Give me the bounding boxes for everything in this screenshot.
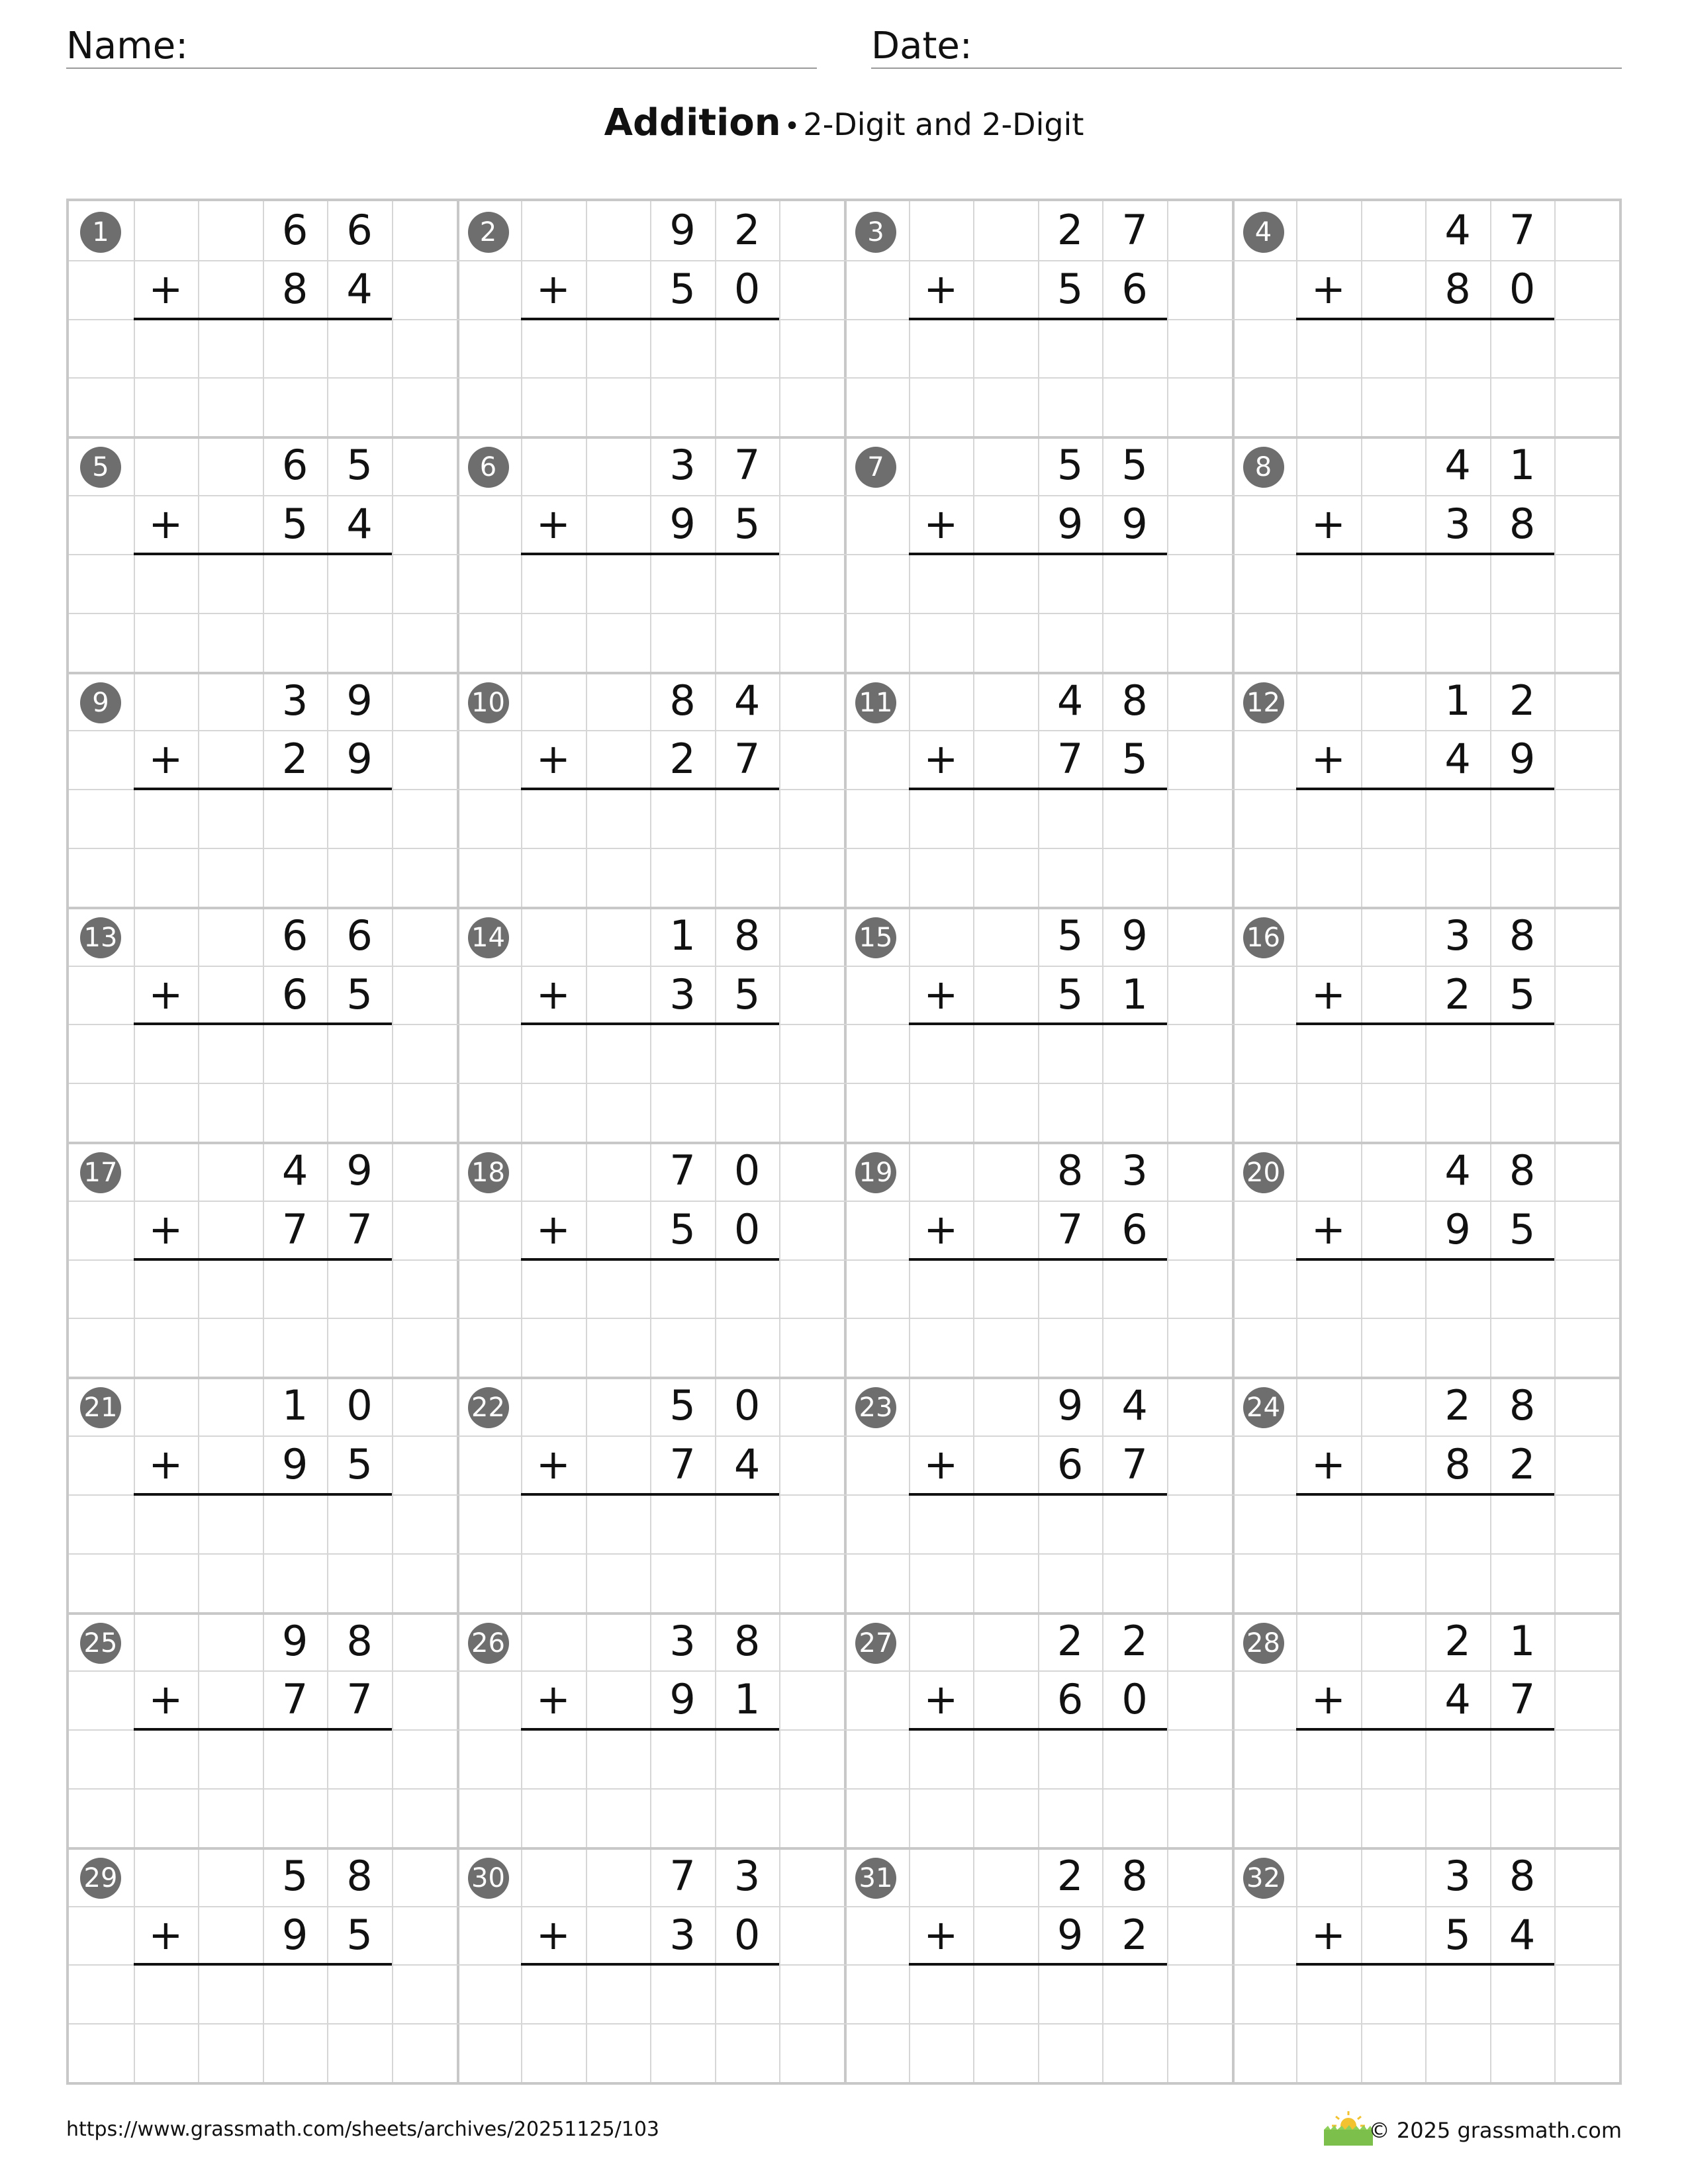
- addend-bottom-digit: 2: [669, 735, 696, 784]
- answer-line: [134, 1963, 392, 1966]
- addend-top-digit: 4: [1444, 441, 1471, 490]
- date-field[interactable]: [871, 20, 1622, 69]
- answer-line: [521, 553, 779, 555]
- problem-16: [1232, 907, 1621, 1142]
- addend-top-digit: 0: [733, 1381, 761, 1430]
- plus-sign: +: [923, 1205, 959, 1253]
- addend-bottom-digit: 2: [1509, 1440, 1536, 1489]
- problem-number-badge: 19: [855, 1152, 896, 1193]
- plus-sign: +: [1311, 500, 1346, 549]
- addend-bottom-digit: 0: [1509, 264, 1536, 313]
- problem-28: [1232, 1612, 1621, 1848]
- problem-13: [69, 907, 458, 1142]
- addend-top-digit: 2: [1444, 1381, 1471, 1430]
- addend-top-digit: 9: [669, 206, 696, 254]
- addend-top-digit: 2: [1056, 1851, 1084, 1900]
- problem-26: [457, 1612, 846, 1848]
- addend-top-digit: 2: [733, 206, 761, 254]
- addend-bottom-digit: 5: [669, 264, 696, 313]
- answer-line: [134, 1493, 392, 1496]
- addend-top-digit: 9: [281, 1616, 308, 1665]
- problem-19: [844, 1142, 1233, 1377]
- addend-bottom-digit: 9: [346, 735, 373, 784]
- plus-sign: +: [923, 500, 959, 549]
- answer-line: [1296, 318, 1554, 320]
- addend-bottom-digit: 5: [733, 500, 761, 549]
- problem-number-badge: 20: [1243, 1152, 1284, 1193]
- addend-top-digit: 0: [733, 1146, 761, 1195]
- plus-sign: +: [148, 264, 183, 313]
- plus-sign: +: [536, 264, 571, 313]
- problem-17: [69, 1142, 458, 1377]
- plus-sign: +: [148, 970, 183, 1019]
- addend-bottom-digit: 8: [281, 264, 308, 313]
- addend-top-digit: 3: [733, 1851, 761, 1900]
- answer-line: [1296, 1258, 1554, 1261]
- addend-top-digit: 3: [281, 676, 308, 725]
- problem-12: [1232, 672, 1621, 907]
- plus-sign: +: [1311, 1440, 1346, 1489]
- addend-top-digit: 1: [281, 1381, 308, 1430]
- addend-bottom-digit: 5: [1509, 1205, 1536, 1253]
- addend-top-digit: 2: [1056, 1616, 1084, 1665]
- plus-sign: +: [148, 500, 183, 549]
- answer-line: [1296, 1023, 1554, 1025]
- addend-bottom-digit: 7: [1056, 735, 1084, 784]
- plus-sign: +: [536, 500, 571, 549]
- problem-number-badge: 31: [855, 1858, 896, 1899]
- addend-top-digit: 5: [281, 1851, 308, 1900]
- problem-number-badge: 18: [468, 1152, 509, 1193]
- plus-sign: +: [536, 1910, 571, 1959]
- addend-top-digit: 4: [281, 1146, 308, 1195]
- addend-bottom-digit: 7: [1121, 1440, 1148, 1489]
- date-label: Date:: [871, 24, 972, 68]
- answer-line: [134, 1728, 392, 1731]
- addend-bottom-digit: 9: [1509, 735, 1536, 784]
- addend-bottom-digit: 4: [1444, 735, 1471, 784]
- problem-number-badge: 22: [468, 1387, 509, 1428]
- plus-sign: +: [536, 1675, 571, 1724]
- addend-top-digit: 6: [346, 911, 373, 960]
- problem-number-badge: 15: [855, 917, 896, 958]
- addend-top-digit: 2: [1444, 1616, 1471, 1665]
- problem-number-badge: 11: [855, 682, 896, 723]
- addend-bottom-digit: 5: [733, 970, 761, 1019]
- addend-top-digit: 5: [1056, 911, 1084, 960]
- addend-bottom-digit: 9: [1056, 500, 1084, 549]
- addend-bottom-digit: 2: [1121, 1910, 1148, 1959]
- addend-bottom-digit: 7: [346, 1205, 373, 1253]
- problem-4: [1232, 201, 1621, 437]
- problem-number-badge: 7: [855, 447, 896, 488]
- answer-line: [909, 1023, 1167, 1025]
- plus-sign: +: [923, 970, 959, 1019]
- answer-line: [521, 1258, 779, 1261]
- addend-top-digit: 8: [1121, 676, 1148, 725]
- addend-bottom-digit: 7: [733, 735, 761, 784]
- answer-line: [521, 1023, 779, 1025]
- plus-sign: +: [1311, 1675, 1346, 1724]
- problem-24: [1232, 1377, 1621, 1612]
- problem-number-badge: 13: [80, 917, 121, 958]
- addend-top-digit: 0: [346, 1381, 373, 1430]
- addend-top-digit: 7: [1121, 206, 1148, 254]
- problem-number-badge: 12: [1243, 682, 1284, 723]
- problem-grid: [66, 199, 1622, 2085]
- addend-top-digit: 8: [733, 911, 761, 960]
- plus-sign: +: [923, 1910, 959, 1959]
- plus-sign: +: [1311, 264, 1346, 313]
- problem-number-badge: 24: [1243, 1387, 1284, 1428]
- addend-bottom-digit: 6: [1056, 1440, 1084, 1489]
- problem-11: [844, 672, 1233, 907]
- answer-line: [909, 1728, 1167, 1731]
- addend-top-digit: 8: [1121, 1851, 1148, 1900]
- problem-number-badge: 28: [1243, 1623, 1284, 1664]
- answer-line: [134, 1023, 392, 1025]
- problem-10: [457, 672, 846, 907]
- addend-top-digit: 5: [346, 441, 373, 490]
- addend-bottom-digit: 4: [1509, 1910, 1536, 1959]
- plus-sign: +: [923, 1675, 959, 1724]
- addend-bottom-digit: 6: [1121, 264, 1148, 313]
- addend-top-digit: 3: [1444, 1851, 1471, 1900]
- problem-number-badge: 10: [468, 682, 509, 723]
- addend-top-digit: 3: [669, 1616, 696, 1665]
- plus-sign: +: [148, 1675, 183, 1724]
- problem-number-badge: 27: [855, 1623, 896, 1664]
- problem-6: [457, 436, 846, 672]
- addend-bottom-digit: 4: [346, 500, 373, 549]
- addend-top-digit: 7: [1509, 206, 1536, 254]
- answer-line: [521, 788, 779, 790]
- addend-bottom-digit: 4: [733, 1440, 761, 1489]
- problem-23: [844, 1377, 1233, 1612]
- addend-bottom-digit: 5: [281, 500, 308, 549]
- problem-number-badge: 26: [468, 1623, 509, 1664]
- addend-bottom-digit: 7: [281, 1205, 308, 1253]
- plus-sign: +: [1311, 735, 1346, 784]
- addend-bottom-digit: 0: [733, 264, 761, 313]
- addend-bottom-digit: 5: [346, 1910, 373, 1959]
- addend-bottom-digit: 9: [281, 1910, 308, 1959]
- problem-21: [69, 1377, 458, 1612]
- plus-sign: +: [1311, 1910, 1346, 1959]
- problem-5: [69, 436, 458, 672]
- addend-bottom-digit: 4: [1444, 1675, 1471, 1724]
- problem-8: [1232, 436, 1621, 672]
- plus-sign: +: [536, 735, 571, 784]
- addend-top-digit: 1: [1444, 676, 1471, 725]
- addend-bottom-digit: 9: [1444, 1205, 1471, 1253]
- addend-top-digit: 7: [733, 441, 761, 490]
- addend-bottom-digit: 9: [1121, 500, 1148, 549]
- answer-line: [134, 553, 392, 555]
- problem-number-badge: 1: [80, 212, 121, 253]
- addend-top-digit: 9: [1056, 1381, 1084, 1430]
- addend-bottom-digit: 9: [281, 1440, 308, 1489]
- addend-bottom-digit: 5: [346, 1440, 373, 1489]
- plus-sign: +: [923, 735, 959, 784]
- answer-line: [134, 318, 392, 320]
- addend-top-digit: 8: [1056, 1146, 1084, 1195]
- problem-15: [844, 907, 1233, 1142]
- addend-top-digit: 8: [669, 676, 696, 725]
- addend-top-digit: 6: [346, 206, 373, 254]
- addend-top-digit: 1: [669, 911, 696, 960]
- plus-sign: +: [148, 1910, 183, 1959]
- addend-bottom-digit: 8: [1444, 264, 1471, 313]
- problem-30: [457, 1847, 846, 2083]
- plus-sign: +: [148, 1205, 183, 1253]
- addend-bottom-digit: 5: [669, 1205, 696, 1253]
- addend-bottom-digit: 3: [1444, 500, 1471, 549]
- problem-number-badge: 8: [1243, 447, 1284, 488]
- addend-top-digit: 4: [1444, 206, 1471, 254]
- plus-sign: +: [536, 1440, 571, 1489]
- addend-bottom-digit: 5: [346, 970, 373, 1019]
- addend-bottom-digit: 0: [1121, 1675, 1148, 1724]
- addend-top-digit: 7: [669, 1146, 696, 1195]
- addend-bottom-digit: 6: [281, 970, 308, 1019]
- addend-top-digit: 9: [346, 676, 373, 725]
- problem-25: [69, 1612, 458, 1848]
- addend-top-digit: 6: [281, 911, 308, 960]
- answer-line: [521, 1963, 779, 1966]
- title-subtitle: 2-Digit and 2-Digit: [803, 107, 1084, 142]
- problem-20: [1232, 1142, 1621, 1377]
- answer-line: [1296, 553, 1554, 555]
- answer-line: [909, 788, 1167, 790]
- answer-line: [1296, 1728, 1554, 1731]
- problem-18: [457, 1142, 846, 1377]
- addend-bottom-digit: 9: [669, 1675, 696, 1724]
- addend-bottom-digit: 4: [346, 264, 373, 313]
- addend-bottom-digit: 3: [669, 970, 696, 1019]
- addend-bottom-digit: 7: [1056, 1205, 1084, 1253]
- addend-top-digit: 8: [1509, 911, 1536, 960]
- addend-bottom-digit: 9: [669, 500, 696, 549]
- footer-url: https://www.grassmath.com/sheets/archives/20251125/103: [66, 2118, 660, 2141]
- addend-top-digit: 8: [346, 1851, 373, 1900]
- problem-9: [69, 672, 458, 907]
- title-main: Addition: [604, 101, 781, 144]
- addend-bottom-digit: 7: [669, 1440, 696, 1489]
- addend-bottom-digit: 3: [669, 1910, 696, 1959]
- problem-number-badge: 21: [80, 1387, 121, 1428]
- problem-22: [457, 1377, 846, 1612]
- answer-line: [1296, 1963, 1554, 1966]
- addend-top-digit: 3: [669, 441, 696, 490]
- problem-number-badge: 16: [1243, 917, 1284, 958]
- addend-top-digit: 6: [281, 441, 308, 490]
- addend-bottom-digit: 2: [281, 735, 308, 784]
- addend-bottom-digit: 5: [1444, 1910, 1471, 1959]
- addend-bottom-digit: 6: [1056, 1675, 1084, 1724]
- problem-number-badge: 14: [468, 917, 509, 958]
- addend-bottom-digit: 5: [1056, 970, 1084, 1019]
- answer-line: [909, 1963, 1167, 1966]
- addend-bottom-digit: 5: [1121, 735, 1148, 784]
- answer-line: [1296, 788, 1554, 790]
- problem-number-badge: 32: [1243, 1858, 1284, 1899]
- answer-line: [521, 1493, 779, 1496]
- addend-bottom-digit: 1: [733, 1675, 761, 1724]
- problem-7: [844, 436, 1233, 672]
- addend-top-digit: 8: [1509, 1146, 1536, 1195]
- plus-sign: +: [1311, 970, 1346, 1019]
- problem-3: [844, 201, 1233, 437]
- addend-top-digit: 3: [1444, 911, 1471, 960]
- addend-bottom-digit: 6: [1121, 1205, 1148, 1253]
- problem-2: [457, 201, 846, 437]
- addend-top-digit: 8: [1509, 1851, 1536, 1900]
- addend-bottom-digit: 0: [733, 1910, 761, 1959]
- footer-copyright: © 2025 grassmath.com: [1368, 2118, 1622, 2143]
- addend-bottom-digit: 5: [1509, 970, 1536, 1019]
- addend-top-digit: 5: [1056, 441, 1084, 490]
- problem-29: [69, 1847, 458, 2083]
- addend-bottom-digit: 0: [733, 1205, 761, 1253]
- problem-number-badge: 9: [80, 682, 121, 723]
- problem-31: [844, 1847, 1233, 2083]
- plus-sign: +: [923, 1440, 959, 1489]
- answer-line: [909, 1493, 1167, 1496]
- addend-top-digit: 5: [1121, 441, 1148, 490]
- answer-line: [909, 553, 1167, 555]
- addend-top-digit: 8: [346, 1616, 373, 1665]
- plus-sign: +: [148, 735, 183, 784]
- answer-line: [521, 318, 779, 320]
- addend-top-digit: 4: [1444, 1146, 1471, 1195]
- addend-bottom-digit: 8: [1444, 1440, 1471, 1489]
- addend-top-digit: 9: [1121, 911, 1148, 960]
- addend-bottom-digit: 1: [1121, 970, 1148, 1019]
- addend-top-digit: 4: [1056, 676, 1084, 725]
- plus-sign: +: [1311, 1205, 1346, 1253]
- answer-line: [1296, 1493, 1554, 1496]
- answer-line: [134, 1258, 392, 1261]
- addend-bottom-digit: 5: [1056, 264, 1084, 313]
- addend-top-digit: 2: [1121, 1616, 1148, 1665]
- addend-top-digit: 4: [1121, 1381, 1148, 1430]
- answer-line: [521, 1728, 779, 1731]
- addend-bottom-digit: 9: [1056, 1910, 1084, 1959]
- addend-top-digit: 4: [733, 676, 761, 725]
- answer-line: [909, 318, 1167, 320]
- addend-top-digit: 2: [1509, 676, 1536, 725]
- addend-top-digit: 7: [669, 1851, 696, 1900]
- addend-top-digit: 8: [1509, 1381, 1536, 1430]
- addend-top-digit: 8: [733, 1616, 761, 1665]
- problem-number-badge: 25: [80, 1623, 121, 1664]
- problem-number-badge: 4: [1243, 212, 1284, 253]
- addend-top-digit: 9: [346, 1146, 373, 1195]
- name-label: Name:: [66, 24, 189, 68]
- problem-number-badge: 29: [80, 1858, 121, 1899]
- addend-bottom-digit: 7: [1509, 1675, 1536, 1724]
- plus-sign: +: [536, 970, 571, 1019]
- title-separator: •: [784, 111, 800, 142]
- problem-27: [844, 1612, 1233, 1848]
- problem-number-badge: 6: [468, 447, 509, 488]
- problem-number-badge: 3: [855, 212, 896, 253]
- addend-top-digit: 1: [1509, 1616, 1536, 1665]
- problem-32: [1232, 1847, 1621, 2083]
- answer-line: [909, 1258, 1167, 1261]
- addend-top-digit: 3: [1121, 1146, 1148, 1195]
- problem-1: [69, 201, 458, 437]
- addend-bottom-digit: 7: [346, 1675, 373, 1724]
- plus-sign: +: [923, 264, 959, 313]
- addend-bottom-digit: 7: [281, 1675, 308, 1724]
- problem-number-badge: 5: [80, 447, 121, 488]
- problem-number-badge: 30: [468, 1858, 509, 1899]
- problem-number-badge: 23: [855, 1387, 896, 1428]
- addend-top-digit: 5: [669, 1381, 696, 1430]
- answer-line: [134, 788, 392, 790]
- addend-bottom-digit: 2: [1444, 970, 1471, 1019]
- plus-sign: +: [148, 1440, 183, 1489]
- problem-number-badge: 2: [468, 212, 509, 253]
- addend-top-digit: 1: [1509, 441, 1536, 490]
- problem-number-badge: 17: [80, 1152, 121, 1193]
- grass-sun-logo-icon: [1324, 2109, 1373, 2146]
- worksheet-title: [0, 101, 1688, 144]
- addend-top-digit: 6: [281, 206, 308, 254]
- name-field[interactable]: [66, 20, 817, 69]
- addend-bottom-digit: 8: [1509, 500, 1536, 549]
- problem-14: [457, 907, 846, 1142]
- addend-top-digit: 2: [1056, 206, 1084, 254]
- plus-sign: +: [536, 1205, 571, 1253]
